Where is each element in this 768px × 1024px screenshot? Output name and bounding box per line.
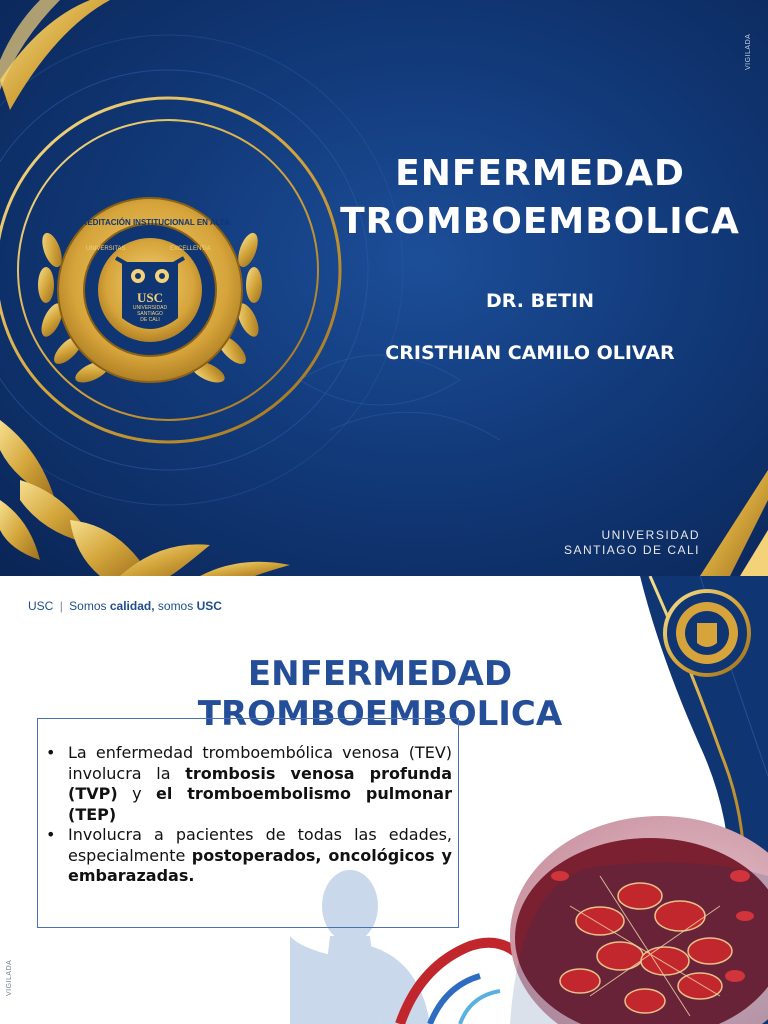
header-calidad: calidad, bbox=[109, 599, 155, 613]
slide1-title: ENFERMEDAD TROMBOEMBOLICA bbox=[340, 153, 740, 242]
seal-center-text: USC bbox=[136, 290, 163, 305]
bullet-item-1 bbox=[44, 743, 452, 825]
seal-inner-right: EXCELLENTIA bbox=[170, 246, 211, 252]
doctor-name: DR. BETIN bbox=[486, 290, 594, 312]
header-somos2: somos bbox=[157, 599, 194, 613]
bullet1-bold1: trombosis venosa profunda (TVP) bbox=[68, 763, 452, 803]
header-usc2: USC bbox=[196, 599, 222, 613]
seal-subtext bbox=[125, 305, 175, 323]
vigilada-label-2: VIGILADA bbox=[6, 959, 13, 996]
bullet1-bold2: el tromboembolismo pulmonar (TEP) bbox=[68, 784, 452, 824]
seal-sub3: DE CALI bbox=[140, 317, 160, 323]
bullet2-bold1: postoperados, oncológicos y embarazadas. bbox=[68, 845, 452, 885]
university-line2: SANTIAGO DE CALI bbox=[563, 543, 700, 557]
header-usc: USC bbox=[28, 599, 54, 613]
vigilada-label: VIGILADA bbox=[745, 33, 752, 70]
university-logo-text bbox=[540, 528, 700, 558]
bullet-list bbox=[44, 743, 452, 887]
student-name: CRISTHIAN CAMILO OLIVAR bbox=[385, 342, 675, 364]
slide2-title: ENFERMEDAD TROMBOEMBOLICA bbox=[197, 654, 563, 734]
usc-header bbox=[28, 599, 222, 613]
seal-sub2: SANTIAGO bbox=[137, 311, 163, 317]
university-line1: UNIVERSIDAD bbox=[601, 528, 700, 542]
bullet1-text1: La enfermedad tromboembólica venosa (TEV) involucra la bbox=[68, 743, 452, 783]
bullet2-text1: Involucra a pacientes de todas las edades, especialmente bbox=[68, 825, 452, 865]
content-textbox bbox=[37, 718, 459, 928]
bullet-item-2 bbox=[44, 825, 452, 887]
bullet1-text2: y bbox=[117, 784, 156, 803]
seal-sub1: UNIVERSIDAD bbox=[132, 305, 168, 311]
seal-inner-left: UNIVERSITAS bbox=[86, 246, 126, 252]
header-somos: Somos bbox=[69, 599, 107, 613]
header-separator: | bbox=[59, 599, 63, 613]
seal-outer-text: ACREDITACIÓN INSTITUCIONAL EN ALTA CALIDAD bbox=[70, 218, 230, 236]
content-slide bbox=[0, 576, 768, 1024]
